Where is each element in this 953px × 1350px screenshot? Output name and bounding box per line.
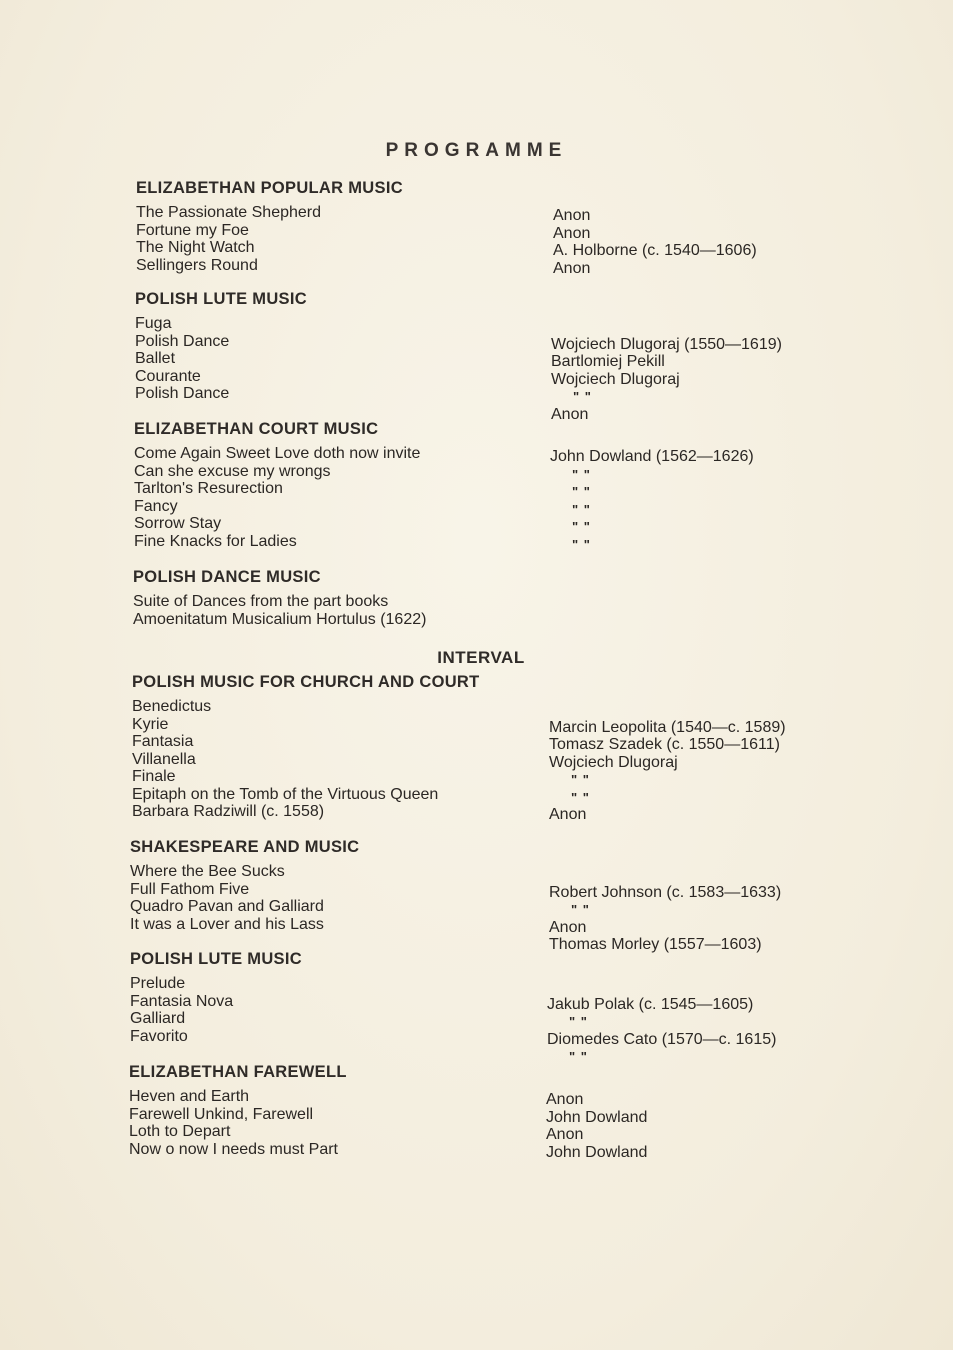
programme-item [135, 368, 895, 386]
section-heading: ELIZABETHAN FAREWELL [129, 1063, 347, 1081]
composer-name: Anon [551, 405, 589, 423]
interval-heading: INTERVAL [437, 648, 525, 667]
composer-name: " " [571, 789, 590, 805]
piece-title: Fancy [134, 497, 178, 515]
composer-name: Anon [549, 806, 587, 823]
section-heading: POLISH LUTE MUSIC [130, 950, 302, 968]
page-title: PROGRAMME [385, 140, 568, 161]
piece-title: Quadro Pavan and Galliard [130, 898, 324, 915]
section [133, 568, 893, 628]
piece-title: Barbara Radziwill (c. 1558) [132, 803, 325, 820]
programme-item [130, 993, 890, 1011]
programme-item [135, 385, 895, 403]
section [130, 950, 890, 1063]
programme-list [135, 315, 895, 423]
section [132, 673, 892, 821]
programme-item [132, 716, 892, 734]
programme-item [134, 463, 894, 481]
programme-item [135, 403, 895, 421]
piece-title: Farewell Unkind, Farewell [129, 1105, 314, 1123]
composer-name: " " [572, 501, 591, 517]
composer-name: John Dowland (1562—1626) [550, 448, 754, 465]
piece-title: Full Fathom Five [130, 880, 250, 898]
programme-list [133, 593, 893, 628]
section-heading: ELIZABETHAN POPULAR MUSIC [136, 179, 403, 197]
section [136, 179, 896, 277]
section-heading: POLISH MUSIC FOR CHURCH AND COURT [132, 673, 480, 691]
piece-title: Polish Dance [135, 385, 230, 402]
composer-name: " " [573, 389, 592, 404]
composer-name: A. Holborne (c. 1540—1606) [553, 242, 757, 259]
piece-title: Can she excuse my wrongs [134, 462, 331, 480]
composer-name: Diomedes Cato (1570—c. 1615) [547, 1030, 777, 1048]
programme-list [129, 1088, 889, 1161]
piece-title: Fortune my Foe [136, 221, 249, 239]
piece-title: Polish Dance [135, 332, 230, 350]
programme-item [134, 480, 894, 498]
composer-name: " " [572, 536, 591, 552]
programme-item [129, 1123, 889, 1141]
programme-list [134, 445, 894, 550]
composer-name: John Dowland [546, 1108, 648, 1126]
programme-item [130, 1028, 890, 1046]
programme-item [129, 1106, 889, 1124]
piece-title: Come Again Sweet Love doth now invite [134, 445, 421, 462]
composer-name: Anon [553, 259, 591, 277]
piece-title: Fantasia [132, 733, 194, 750]
section [129, 1063, 889, 1161]
programme-item [129, 1088, 889, 1106]
composer-name: " " [572, 484, 591, 499]
piece-title: Loth to Depart [129, 1123, 231, 1140]
piece-title: Galliard [130, 1010, 186, 1027]
programme-item [129, 1141, 889, 1159]
composer-name: Marcin Leopolita (1540—c. 1589) [549, 718, 786, 736]
composer-name: John Dowland [546, 1143, 648, 1161]
programme-item [132, 786, 892, 804]
section-heading: ELIZABETHAN COURT MUSIC [134, 420, 379, 438]
composer-name: Anon [549, 918, 587, 936]
programme-item [135, 333, 895, 351]
programme-item [136, 222, 896, 240]
piece-title: Where the Bee Sucks [130, 863, 285, 880]
piece-title: Tarlton's Resurection [134, 480, 283, 497]
programme-item [134, 445, 894, 463]
programme-item [133, 611, 893, 629]
piece-title: The Passionate Shepherd [136, 204, 322, 221]
composer-name: Anon [553, 207, 591, 224]
composer-name: Anon [546, 1126, 584, 1143]
piece-title: Villanella [132, 750, 196, 768]
programme-item [130, 916, 890, 934]
programme-item [130, 863, 890, 881]
piece-title: It was a Lover and his Lass [130, 915, 324, 933]
programme-item [130, 881, 890, 899]
programme-item [132, 751, 892, 769]
piece-title: Fantasia Nova [130, 992, 234, 1010]
programme-item [134, 498, 894, 516]
section-heading: POLISH DANCE MUSIC [133, 568, 321, 586]
section-heading: POLISH LUTE MUSIC [135, 290, 307, 308]
piece-title: Sorrow Stay [134, 515, 222, 532]
programme-item [132, 803, 892, 821]
programme-list [132, 698, 892, 821]
programme-item [134, 515, 894, 533]
piece-title: The Night Watch [136, 239, 255, 256]
piece-title: Fuga [135, 315, 172, 332]
composer-name: Wojciech Dlugoraj [551, 370, 680, 388]
programme-item [136, 257, 896, 275]
programme-item [132, 733, 892, 751]
programme-list [130, 863, 890, 951]
composer-name: Wojciech Dlugoraj [549, 753, 678, 771]
composer-name: Bartlomiej Pekill [551, 353, 665, 370]
piece-title: Prelude [130, 975, 186, 992]
programme-item [133, 593, 893, 611]
composer-name: " " [572, 519, 591, 534]
piece-title: Amoenitatum Musicalium Hortulus (1622) [133, 610, 427, 628]
composer-name: " " [571, 902, 590, 917]
composer-name: " " [572, 466, 591, 482]
programme-item [130, 898, 890, 916]
section [134, 420, 894, 550]
piece-title: Ballet [135, 350, 176, 367]
piece-title: Epitaph on the Tomb of the Virtuous Queen [132, 785, 439, 803]
composer-name: Anon [553, 224, 591, 242]
programme-item [135, 315, 895, 333]
composer-name: " " [569, 1014, 588, 1029]
programme-item [136, 239, 896, 257]
composer-name: Tomasz Szadek (c. 1550—1611) [549, 736, 780, 753]
composer-name: Robert Johnson (c. 1583—1633) [549, 883, 782, 901]
composer-name: " " [571, 772, 590, 787]
piece-title: Favorito [130, 1027, 188, 1045]
piece-title: Fine Knacks for Ladies [134, 532, 297, 550]
programme-item [136, 204, 896, 222]
composer-name: Thomas Morley (1557—1603) [549, 936, 762, 953]
piece-title: Sellingers Round [136, 256, 258, 274]
section [135, 290, 895, 423]
programme-item [130, 975, 890, 993]
programme-item [135, 350, 895, 368]
composer-name: " " [569, 1049, 588, 1064]
piece-title: Courante [135, 367, 201, 385]
piece-title: Benedictus [132, 698, 212, 715]
composer-name: Jakub Polak (c. 1545—1605) [547, 995, 754, 1013]
piece-title: Heven and Earth [129, 1088, 250, 1105]
piece-title: Suite of Dances from the part books [133, 593, 389, 610]
piece-title: Now o now I needs must Part [129, 1140, 338, 1158]
programme-item [132, 768, 892, 786]
programme-list [130, 975, 890, 1063]
section-heading: SHAKESPEARE AND MUSIC [130, 838, 360, 856]
piece-title: Kyrie [132, 715, 169, 733]
programme-list [136, 204, 896, 277]
programme-item [130, 1045, 890, 1063]
programme-item [130, 933, 890, 951]
programme-item [132, 698, 892, 716]
piece-title: Finale [132, 768, 176, 785]
section [130, 838, 890, 951]
programme-item [130, 1010, 890, 1028]
composer-name: Anon [546, 1091, 584, 1108]
composer-name: Wojciech Dlugoraj (1550—1619) [551, 335, 782, 353]
programme-item [134, 533, 894, 551]
